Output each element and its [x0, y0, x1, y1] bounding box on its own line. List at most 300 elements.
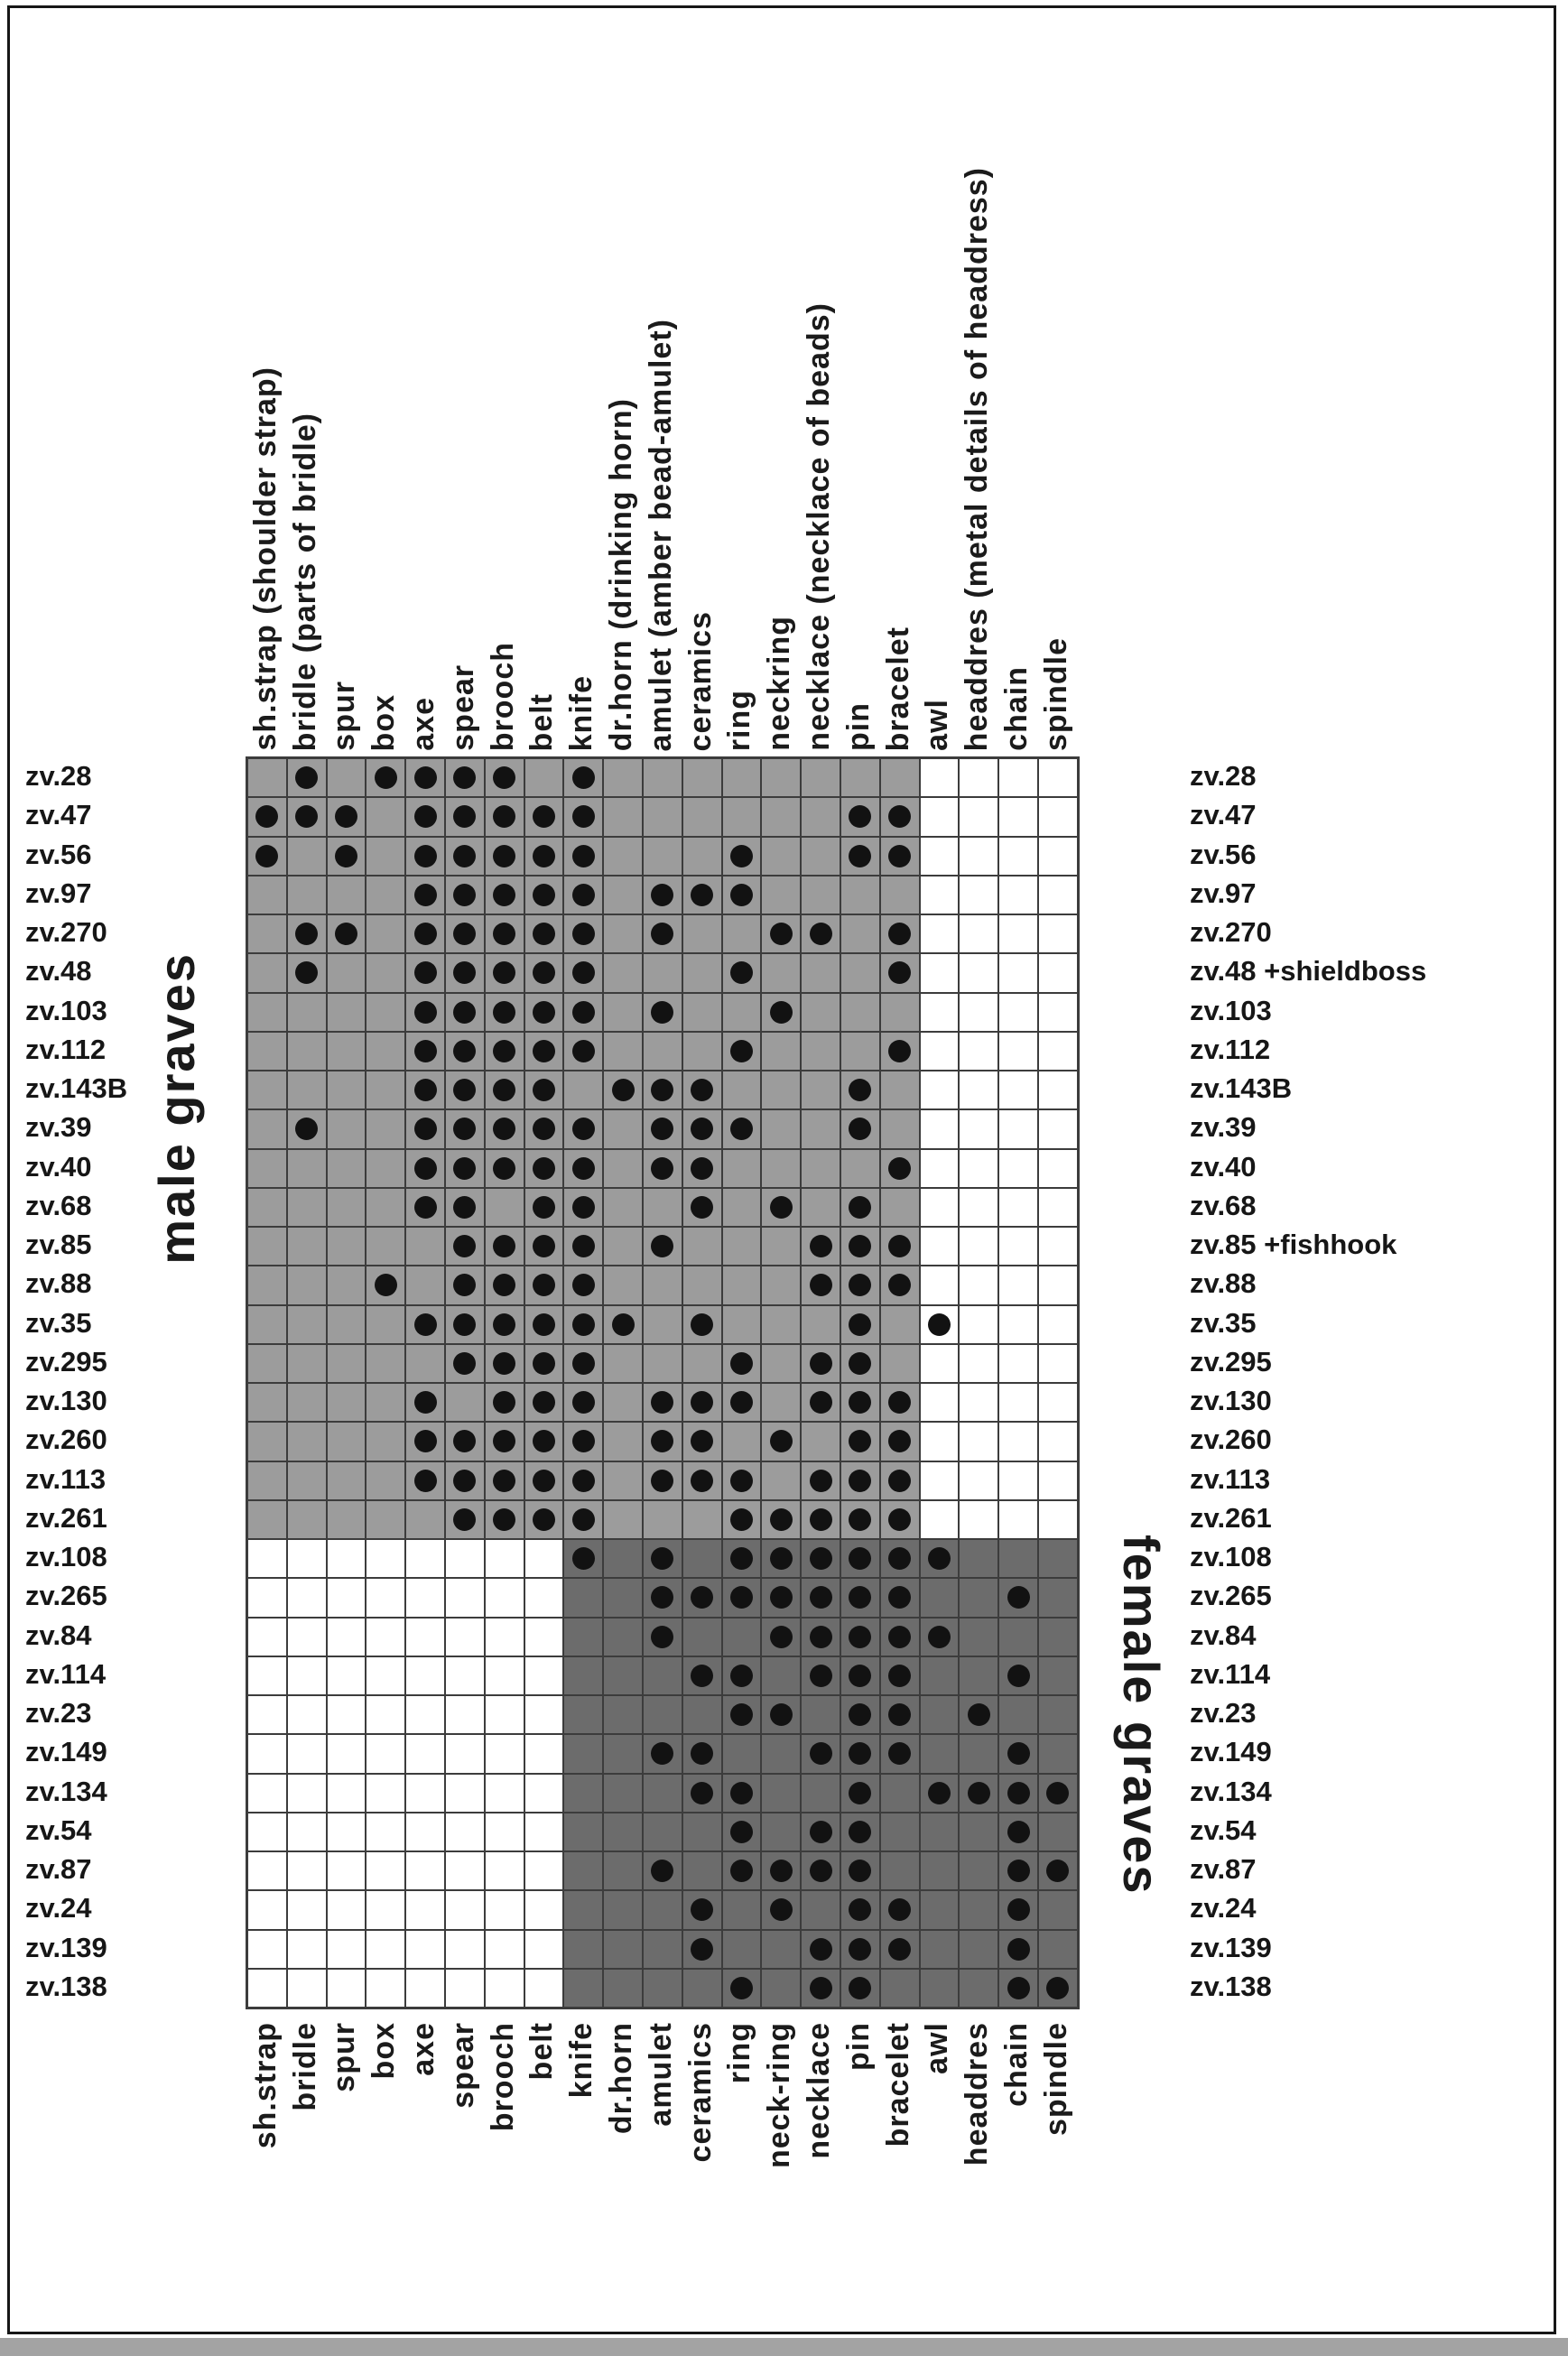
column-label-bottom-text: spur — [327, 2022, 362, 2092]
matrix-cell — [1038, 1734, 1078, 1773]
matrix-cell — [603, 1109, 643, 1148]
matrix-cell — [722, 1969, 762, 2008]
presence-dot — [255, 845, 278, 867]
matrix-cell — [643, 1813, 682, 1851]
presence-dot — [651, 1626, 673, 1648]
presence-dot — [849, 1079, 871, 1101]
presence-dot — [849, 1626, 871, 1648]
column-label-bottom-text: spear — [445, 2022, 480, 2109]
matrix-cell — [485, 1500, 524, 1539]
presence-dot — [453, 1196, 476, 1219]
matrix-cell — [998, 1695, 1038, 1734]
matrix-cell — [880, 1266, 920, 1304]
column-label-top-text: chain — [999, 666, 1035, 751]
matrix-cell — [366, 1344, 405, 1383]
presence-dot — [691, 1157, 713, 1180]
matrix-cell — [880, 953, 920, 992]
matrix-cell — [761, 1149, 801, 1188]
presence-dot — [493, 1157, 515, 1180]
matrix-cell — [959, 1813, 998, 1851]
matrix-cell — [603, 1618, 643, 1656]
matrix-cell — [840, 837, 880, 876]
presence-dot — [493, 1313, 515, 1336]
presence-dot — [493, 923, 515, 945]
presence-dot — [810, 1586, 832, 1609]
matrix-cell — [1038, 1851, 1078, 1890]
presence-dot — [651, 1742, 673, 1765]
matrix-cell — [643, 1422, 682, 1461]
matrix-cell — [920, 1188, 960, 1227]
matrix-cell — [405, 1109, 445, 1148]
presence-dot — [810, 1352, 832, 1375]
presence-dot — [691, 1391, 713, 1414]
matrix-cell — [682, 1188, 722, 1227]
presence-dot — [572, 961, 595, 984]
matrix-cell — [761, 1500, 801, 1539]
matrix-cell — [682, 758, 722, 797]
presence-dot — [572, 1040, 595, 1062]
matrix-cell — [445, 1578, 485, 1617]
matrix-cell — [603, 1969, 643, 2008]
matrix-cell — [998, 758, 1038, 797]
matrix-cell — [563, 797, 603, 836]
matrix-cell — [445, 1618, 485, 1656]
matrix-cell — [445, 953, 485, 992]
matrix-cell — [287, 758, 327, 797]
matrix-cell — [682, 876, 722, 914]
matrix-cell — [801, 837, 840, 876]
row-label-left: zv.139 — [25, 1931, 107, 1963]
matrix-cell — [722, 876, 762, 914]
matrix-cell — [327, 1305, 366, 1344]
presence-dot — [572, 766, 595, 789]
matrix-cell — [761, 1969, 801, 2008]
matrix-cell — [603, 1695, 643, 1734]
matrix-cell — [880, 1695, 920, 1734]
column-label-top — [601, 5, 641, 751]
matrix-cell — [643, 1305, 682, 1344]
matrix-cell — [1038, 1578, 1078, 1617]
column-label-top-text: bridle (parts of bridle) — [287, 412, 322, 751]
matrix-cell — [524, 993, 564, 1032]
matrix-cell — [920, 1539, 960, 1578]
matrix-cell — [998, 1618, 1038, 1656]
matrix-cell — [761, 758, 801, 797]
matrix-cell — [920, 837, 960, 876]
matrix-cell — [840, 1305, 880, 1344]
matrix-cell — [998, 1266, 1038, 1304]
matrix-cell — [287, 1109, 327, 1148]
presence-dot — [453, 1157, 476, 1180]
column-label-top — [681, 5, 720, 751]
matrix-cell — [920, 876, 960, 914]
matrix-cell — [563, 1344, 603, 1383]
matrix-cell — [801, 1578, 840, 1617]
matrix-cell — [524, 1305, 564, 1344]
matrix-cell — [1038, 1344, 1078, 1383]
column-label-bottom — [483, 2022, 523, 2338]
matrix-cell — [920, 1774, 960, 1813]
row-label-left: zv.295 — [25, 1345, 107, 1377]
matrix-cell — [643, 1188, 682, 1227]
matrix-cell — [563, 1774, 603, 1813]
row-label-right: zv.270 — [1190, 916, 1272, 949]
matrix-grid — [246, 756, 1080, 2009]
row-label-right: zv.85 +fishhook — [1190, 1229, 1397, 1261]
matrix-cell — [880, 1539, 920, 1578]
matrix-cell — [405, 1461, 445, 1500]
matrix-cell — [287, 1539, 327, 1578]
presence-dot — [453, 1001, 476, 1024]
presence-dot — [730, 1821, 753, 1843]
matrix-cell — [801, 1071, 840, 1109]
matrix-cell — [998, 1734, 1038, 1773]
presence-dot — [255, 805, 278, 828]
matrix-cell — [524, 1383, 564, 1422]
matrix-cell — [722, 1266, 762, 1304]
matrix-cell — [1038, 1071, 1078, 1109]
matrix-cell — [247, 1344, 287, 1383]
presence-dot — [612, 1313, 635, 1336]
matrix-cell — [959, 1227, 998, 1266]
presence-dot — [651, 923, 673, 945]
row-label-left: zv.24 — [25, 1892, 92, 1925]
matrix-cell — [563, 1227, 603, 1266]
column-label-top — [364, 5, 404, 751]
matrix-cell — [445, 876, 485, 914]
presence-dot — [849, 1508, 871, 1531]
matrix-cell — [485, 1578, 524, 1617]
matrix-cell — [801, 1695, 840, 1734]
presence-dot — [335, 923, 357, 945]
matrix-cell — [959, 758, 998, 797]
matrix-cell — [247, 1071, 287, 1109]
matrix-cell — [485, 1930, 524, 1969]
matrix-cell — [722, 758, 762, 797]
matrix-cell — [287, 1266, 327, 1304]
presence-dot — [888, 1470, 911, 1492]
matrix-cell — [959, 1851, 998, 1890]
presence-dot — [612, 1079, 635, 1101]
matrix-cell — [524, 1422, 564, 1461]
presence-dot — [1007, 1938, 1030, 1961]
matrix-cell — [840, 953, 880, 992]
matrix-cell — [287, 914, 327, 953]
presence-dot — [572, 1508, 595, 1531]
matrix-cell — [366, 1851, 405, 1890]
presence-dot — [888, 1040, 911, 1062]
column-label-top-text: pin — [840, 702, 876, 751]
matrix-cell — [524, 797, 564, 836]
presence-dot — [572, 1001, 595, 1024]
matrix-cell — [247, 1813, 287, 1851]
matrix-cell — [959, 1344, 998, 1383]
matrix-cell — [287, 1890, 327, 1929]
matrix-cell — [959, 1618, 998, 1656]
matrix-cell — [959, 1656, 998, 1695]
row-label-right: zv.139 — [1190, 1931, 1272, 1963]
matrix-cell — [682, 1969, 722, 2008]
column-label-bottom — [799, 2022, 839, 2338]
presence-dot — [651, 1079, 673, 1101]
matrix-cell — [287, 1578, 327, 1617]
matrix-cell — [405, 1851, 445, 1890]
matrix-cell — [643, 1656, 682, 1695]
column-label-bottom-text: awl — [920, 2022, 955, 2074]
presence-dot — [1007, 1586, 1030, 1609]
column-label-bottom — [720, 2022, 760, 2338]
matrix-cell — [1038, 1930, 1078, 1969]
matrix-cell — [603, 953, 643, 992]
matrix-cell — [959, 1500, 998, 1539]
presence-dot — [810, 1860, 832, 1882]
presence-dot — [493, 1235, 515, 1257]
matrix-cell — [959, 837, 998, 876]
presence-dot — [414, 805, 437, 828]
matrix-cell — [366, 1032, 405, 1071]
presence-dot — [651, 1391, 673, 1414]
presence-dot — [453, 1079, 476, 1101]
matrix-cell — [959, 1109, 998, 1148]
presence-dot — [810, 1742, 832, 1765]
presence-dot — [493, 1470, 515, 1492]
column-label-top — [523, 5, 562, 751]
matrix-cell — [327, 1618, 366, 1656]
matrix-cell — [247, 1578, 287, 1617]
matrix-cell — [1038, 914, 1078, 953]
column-label-bottom-text: brooch — [485, 2022, 520, 2132]
matrix-cell — [603, 1578, 643, 1617]
matrix-cell — [405, 1500, 445, 1539]
matrix-cell — [485, 1656, 524, 1695]
matrix-cell — [998, 1539, 1038, 1578]
column-label-top-text: neckring — [762, 616, 797, 751]
matrix-cell — [485, 914, 524, 953]
matrix-cell — [959, 1266, 998, 1304]
matrix-cell — [247, 1109, 287, 1148]
matrix-cell — [287, 1813, 327, 1851]
matrix-cell — [998, 1383, 1038, 1422]
matrix-cell — [920, 914, 960, 953]
presence-dot — [453, 766, 476, 789]
presence-dot — [651, 1470, 673, 1492]
presence-dot — [730, 1547, 753, 1570]
matrix-cell — [485, 758, 524, 797]
matrix-cell — [761, 1109, 801, 1148]
presence-dot — [770, 1430, 793, 1452]
matrix-cell — [287, 1930, 327, 1969]
matrix-cell — [366, 1071, 405, 1109]
matrix-cell — [524, 1656, 564, 1695]
column-label-bottom-text: dr.horn — [604, 2022, 639, 2135]
matrix-cell — [445, 1305, 485, 1344]
matrix-cell — [1038, 1383, 1078, 1422]
presence-dot — [572, 1391, 595, 1414]
matrix-cell — [327, 993, 366, 1032]
matrix-cell — [405, 1422, 445, 1461]
matrix-cell — [880, 1578, 920, 1617]
presence-dot — [691, 1470, 713, 1492]
matrix-cell — [603, 1305, 643, 1344]
row-label-right: zv.114 — [1190, 1657, 1271, 1690]
presence-dot — [295, 961, 318, 984]
presence-dot — [493, 845, 515, 867]
matrix-cell — [247, 837, 287, 876]
matrix-cell — [643, 1383, 682, 1422]
matrix-cell — [643, 1578, 682, 1617]
matrix-cell — [840, 1500, 880, 1539]
presence-dot — [849, 1274, 871, 1296]
presence-dot — [730, 1860, 753, 1882]
matrix-cell — [287, 1344, 327, 1383]
matrix-cell — [247, 993, 287, 1032]
row-label-left: zv.88 — [25, 1267, 92, 1300]
matrix-cell — [722, 1851, 762, 1890]
matrix-cell — [959, 797, 998, 836]
matrix-cell — [959, 1461, 998, 1500]
column-label-top — [325, 5, 365, 751]
presence-dot — [453, 884, 476, 906]
matrix-cell — [563, 1383, 603, 1422]
matrix-cell — [959, 1071, 998, 1109]
matrix-cell — [722, 1109, 762, 1148]
matrix-cell — [445, 1188, 485, 1227]
matrix-cell — [722, 1930, 762, 1969]
matrix-cell — [563, 1656, 603, 1695]
presence-dot — [533, 1079, 555, 1101]
matrix-cell — [682, 1383, 722, 1422]
matrix-cell — [366, 1461, 405, 1500]
matrix-cell — [761, 953, 801, 992]
matrix-cell — [327, 1539, 366, 1578]
matrix-cell — [959, 1578, 998, 1617]
row-label-left: zv.138 — [25, 1970, 107, 2002]
matrix-cell — [1038, 837, 1078, 876]
male-graves-label: male graves — [148, 952, 205, 1265]
presence-dot — [533, 961, 555, 984]
matrix-cell — [287, 1422, 327, 1461]
presence-dot — [888, 961, 911, 984]
matrix-cell — [998, 1227, 1038, 1266]
presence-dot — [533, 1274, 555, 1296]
matrix-cell — [563, 1149, 603, 1188]
matrix-cell — [840, 1461, 880, 1500]
presence-dot — [414, 1001, 437, 1024]
matrix-cell — [643, 1227, 682, 1266]
row-label-right: zv.134 — [1190, 1775, 1272, 1807]
presence-dot — [691, 884, 713, 906]
matrix-cell — [563, 993, 603, 1032]
presence-dot — [691, 1938, 713, 1961]
presence-dot — [414, 1157, 437, 1180]
matrix-cell — [959, 1032, 998, 1071]
matrix-cell — [524, 837, 564, 876]
matrix-cell — [920, 1461, 960, 1500]
matrix-cell — [563, 1618, 603, 1656]
matrix-cell — [603, 993, 643, 1032]
matrix-cell — [524, 1578, 564, 1617]
matrix-cell — [563, 837, 603, 876]
matrix-cell — [247, 1618, 287, 1656]
matrix-cell — [405, 1774, 445, 1813]
row-label-right: zv.97 — [1190, 877, 1257, 909]
matrix-cell — [998, 1149, 1038, 1188]
matrix-cell — [920, 1890, 960, 1929]
presence-dot — [849, 1586, 871, 1609]
matrix-cell — [405, 1188, 445, 1227]
presence-dot — [849, 1860, 871, 1882]
matrix-cell — [801, 914, 840, 953]
matrix-cell — [563, 758, 603, 797]
row-label-right: zv.149 — [1190, 1736, 1272, 1768]
presence-dot — [888, 1742, 911, 1765]
matrix-cell — [366, 914, 405, 953]
matrix-cell — [880, 1851, 920, 1890]
matrix-cell — [287, 1305, 327, 1344]
matrix-cell — [405, 1969, 445, 2008]
matrix-cell — [524, 1774, 564, 1813]
presence-dot — [691, 1430, 713, 1452]
matrix-cell — [405, 1071, 445, 1109]
matrix-cell — [761, 1890, 801, 1929]
matrix-cell — [524, 914, 564, 953]
matrix-cell — [682, 1422, 722, 1461]
matrix-cell — [247, 1539, 287, 1578]
matrix-cell — [445, 1539, 485, 1578]
matrix-cell — [327, 876, 366, 914]
matrix-cell — [1038, 1618, 1078, 1656]
matrix-cell — [445, 1734, 485, 1773]
matrix-cell — [801, 1969, 840, 2008]
matrix-cell — [524, 1344, 564, 1383]
column-label-bottom — [997, 2022, 1036, 2338]
matrix-cell — [1038, 1656, 1078, 1695]
matrix-cell — [1038, 1266, 1078, 1304]
row-label-left: zv.39 — [25, 1111, 92, 1144]
row-label-right: zv.28 — [1190, 760, 1257, 793]
row-label-right: zv.265 — [1190, 1580, 1272, 1612]
matrix-cell — [327, 797, 366, 836]
presence-dot — [651, 1586, 673, 1609]
matrix-cell — [761, 837, 801, 876]
matrix-cell — [603, 1071, 643, 1109]
matrix-cell — [722, 797, 762, 836]
matrix-cell — [761, 1305, 801, 1344]
matrix-cell — [366, 1930, 405, 1969]
matrix-cell — [682, 797, 722, 836]
matrix-cell — [920, 1149, 960, 1188]
matrix-cell — [366, 1539, 405, 1578]
matrix-cell — [682, 1813, 722, 1851]
matrix-cell — [327, 1422, 366, 1461]
presence-dot — [770, 1001, 793, 1024]
matrix-cell — [603, 1813, 643, 1851]
matrix-cell — [485, 1461, 524, 1500]
matrix-cell — [524, 1969, 564, 2008]
matrix-cell — [920, 1266, 960, 1304]
matrix-cell — [247, 1383, 287, 1422]
matrix-cell — [524, 953, 564, 992]
presence-dot — [493, 961, 515, 984]
matrix-cell — [524, 876, 564, 914]
matrix-cell — [920, 953, 960, 992]
presence-dot — [1007, 1898, 1030, 1921]
row-label-right: zv.261 — [1190, 1501, 1272, 1534]
matrix-cell — [643, 1734, 682, 1773]
matrix-cell — [682, 1578, 722, 1617]
matrix-cell — [840, 1109, 880, 1148]
presence-dot — [1007, 1860, 1030, 1882]
